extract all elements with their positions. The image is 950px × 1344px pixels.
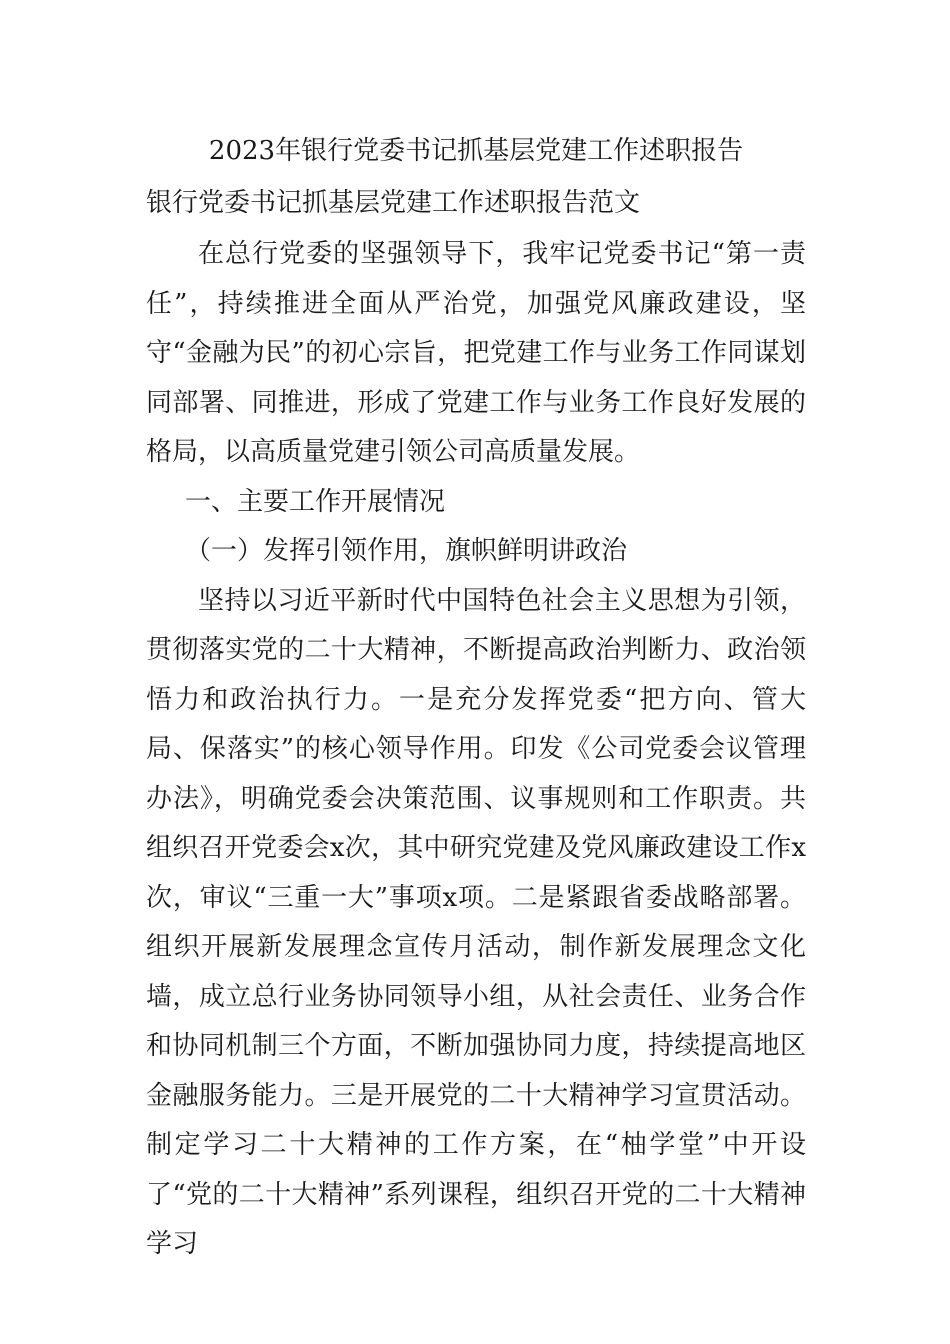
body-paragraph: 坚持以习近平新时代中国特色社会主义思想为引领，贯彻落实党的二十大精神，不断提高政治判断力、政治领悟力和政治执行力。一是充分发挥党委“把方向、管大局、保落实”的核心领导作用。印发《公司党委会议管理办法》，明确党委会决策范围、议事规则和工作职责。共组织召开党委会x次，其中研究党建及党风廉政建设工作x次，审议“三重一大”事项x项。二是紧跟省委战略部署。组织开展新发展理念宣传月活动，制作新发展理念文化墙，成立总行业务协同领导小组，从社会责任、业务合作和协同机制三个方面，不断加强协同力度，持续提高地区金融服务能力。三是开展党的二十大精神学习宣贯活动。制定学习二十大精神的工作方案，在“柚学堂”中开设了“党的二十大精神”系列课程，组织召开党的二十大精神学习 [146,585,806,1259]
document-body [146,230,806,1270]
document-title: 2023年银行党委书记抓基层党建工作述职报告 [208,136,744,166]
subsection-heading: （一）发挥引领作用，旗帜鲜明讲政治 [185,536,628,566]
document-subtitle: 银行党委书记抓基层党建工作述职报告范文 [146,188,641,218]
intro-paragraph: 在总行党委的坚强领导下，我牢记党委书记“第一责任”，持续推进全面从严治党，加强党风廉政建设，坚守“金融为民”的初心宗旨，把党建工作与业务工作同谋划同部署、同推进，形成了党建工作与业务工作良好发展的格局，以高质量党建引领公司高质量发展。 [146,239,806,467]
section-heading: 一、主要工作开展情况 [185,486,446,517]
